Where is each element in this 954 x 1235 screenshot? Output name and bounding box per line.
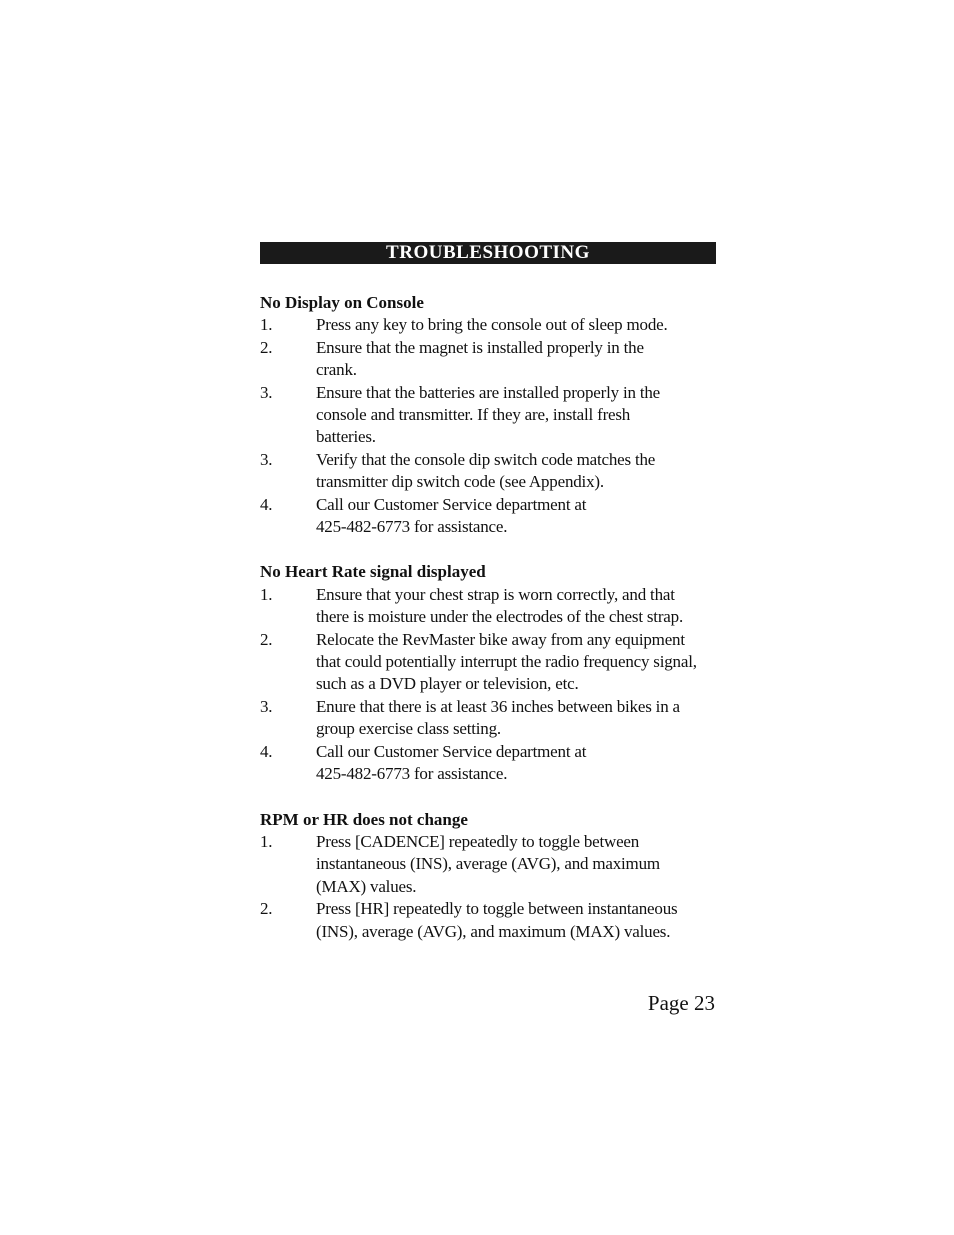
- list-item: [260, 337, 716, 382]
- section-no-heart-rate: [260, 561, 716, 785]
- list-item: [260, 898, 716, 943]
- item-text: Call our Customer Service department at 425-482-6773 for assistance.: [316, 741, 587, 784]
- item-number: 4.: [260, 741, 273, 761]
- item-number: 3.: [260, 696, 273, 716]
- item-number: 4.: [260, 494, 273, 514]
- item-number: 2.: [260, 629, 273, 649]
- item-text: Ensure that the batteries are installed properly in the console and transmitter. If they are, install fresh batteries.: [316, 382, 660, 447]
- list-item: [260, 741, 716, 786]
- list-item: [260, 314, 716, 336]
- list-item: [260, 831, 716, 898]
- section-heading: No Display on Console: [260, 293, 424, 312]
- section-no-display: [260, 292, 716, 538]
- item-number: 3.: [260, 382, 273, 402]
- item-text: Ensure that the magnet is installed properly in the crank.: [316, 337, 644, 380]
- item-number: 1.: [260, 831, 273, 851]
- document-content: [260, 242, 716, 943]
- list-item: [260, 382, 716, 449]
- list-item: [260, 494, 716, 539]
- item-number: 1.: [260, 315, 273, 335]
- item-number: 2.: [260, 337, 273, 357]
- item-text: Call our Customer Service department at 425-482-6773 for assistance.: [316, 494, 587, 537]
- item-text: Press [HR] repeatedly to toggle between instantaneous (INS), average (AVG), and maximum (MAX) values.: [316, 899, 678, 941]
- item-number: 1.: [260, 584, 273, 604]
- page-title: TROUBLESHOOTING: [260, 242, 716, 264]
- section-heading: No Heart Rate signal displayed: [260, 562, 486, 582]
- list-item: [260, 696, 716, 741]
- section-heading: RPM or HR does not change: [260, 809, 468, 829]
- list-item: [260, 584, 716, 629]
- list-item: [260, 629, 716, 696]
- section-rpm-hr: [260, 809, 716, 943]
- item-text: Ensure that your chest strap is worn correctly, and that there is moisture under the electrodes of the chest strap.: [316, 584, 683, 627]
- item-text: Press any key to bring the console out of sleep mode.: [316, 315, 668, 335]
- item-text: Press [CADENCE] repeatedly to toggle between instantaneous (INS), average (AVG), and maximum (MAX) values.: [316, 831, 660, 896]
- item-text: Relocate the RevMaster bike away from any equipment that could potentially interrupt the radio frequency signal, such as a DVD player or television, etc.: [316, 629, 697, 694]
- list-item: [260, 449, 716, 494]
- item-number: 3.: [260, 449, 273, 469]
- page-number: Page 23: [647, 991, 715, 1015]
- item-text: Verify that the console dip switch code matches the transmitter dip switch code (see Appendix).: [316, 449, 656, 492]
- item-number: 2.: [260, 899, 273, 919]
- item-text: Enure that there is at least 36 inches between bikes in a group exercise class setting.: [316, 696, 680, 739]
